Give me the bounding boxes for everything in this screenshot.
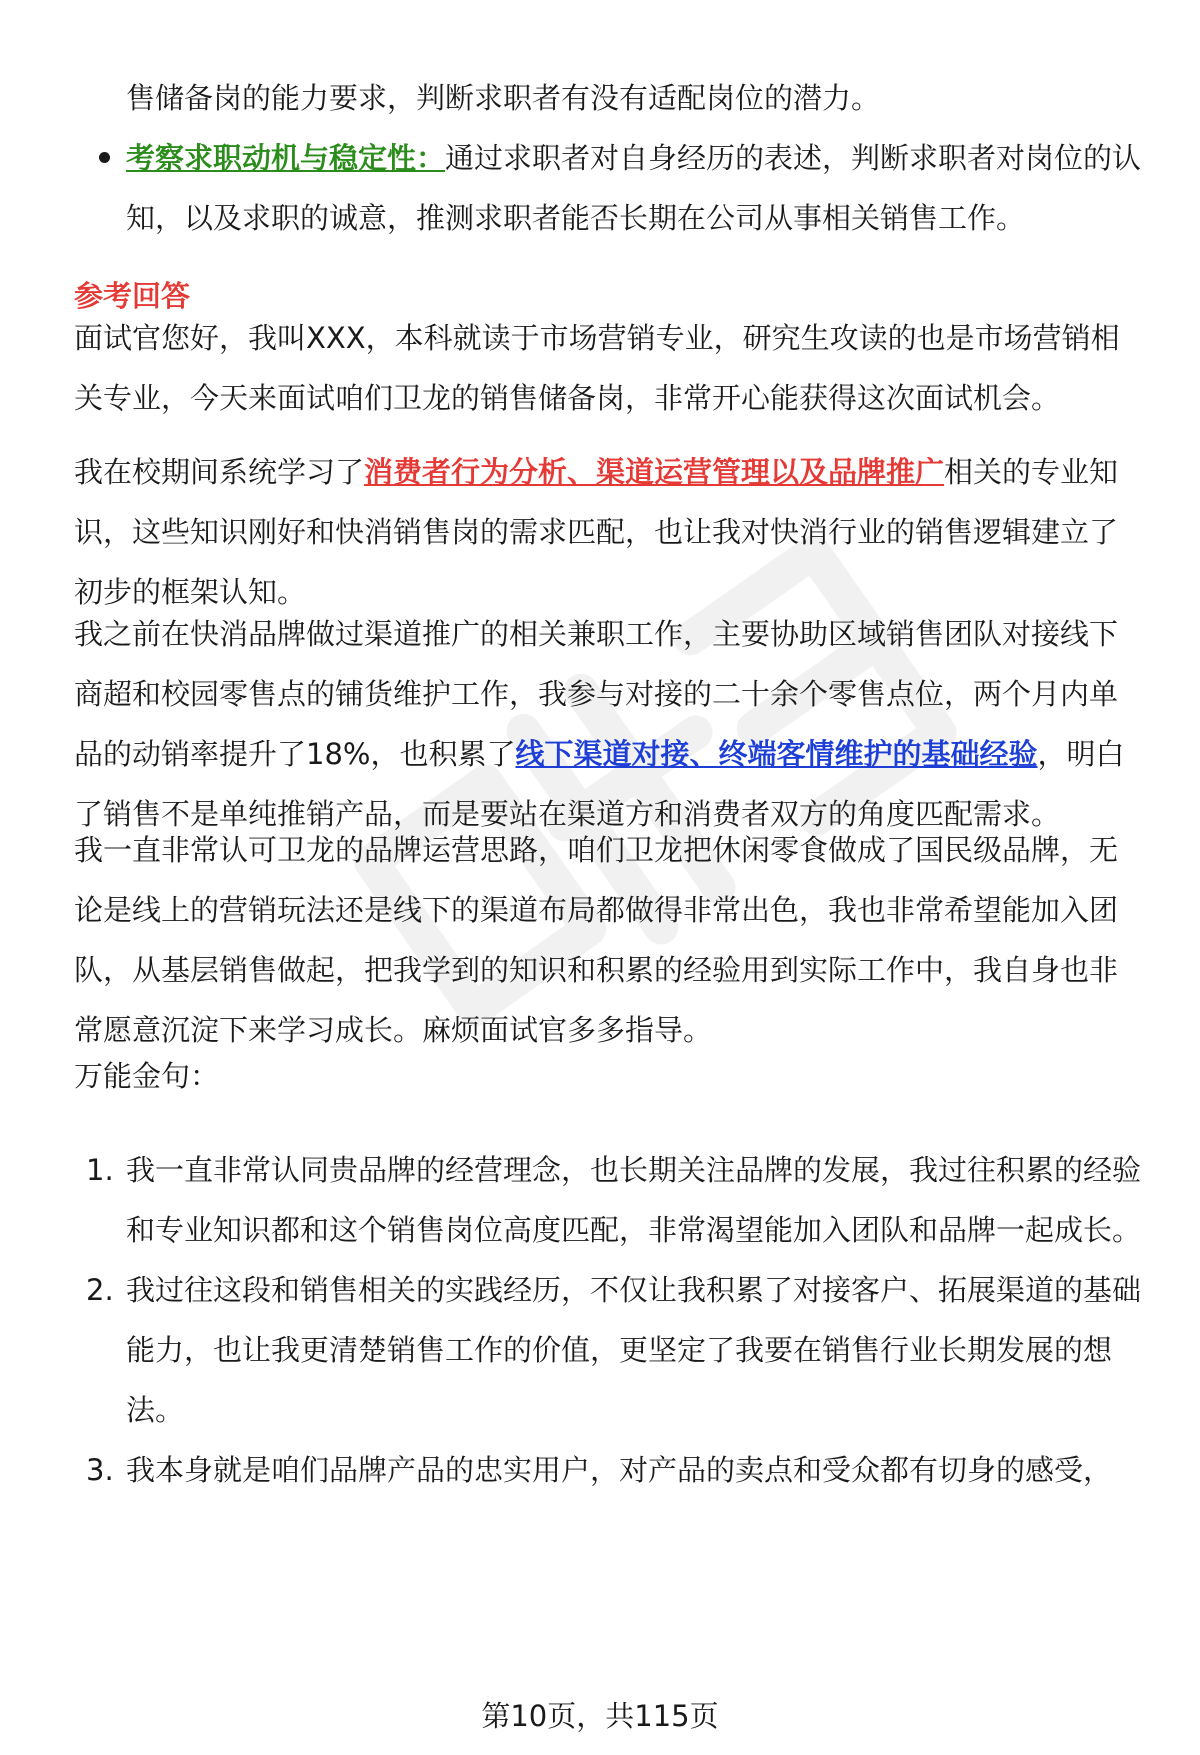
- continuation-text: 售储备岗的能力要求，判断求职者有没有适配岗位的潜力。: [126, 81, 881, 115]
- bullet-label: 考察求职动机与稳定性：: [126, 141, 446, 175]
- answer-paragraph-4: 我一直非常认可卫龙的品牌运营思路，咱们卫龙把休闲零食做成了国民级品牌，无论是线上的营销玩法还是线下的渠道布局都做得非常出色，我也非常希望能加入团队，从基层销售做起，把我学到的知识和积累的经验用到实际工作中，我自身也非常愿意沉淀下来学习成长。麻烦面试官多多指导。: [74, 833, 1119, 1047]
- list-text: 我过往这段和销售相关的实践经历，不仅让我积累了对接客户、拓展渠道的基础能力，也让我更清楚销售工作的价值，更坚定了我要在销售行业长期发展的想法。: [126, 1273, 1142, 1427]
- p2-text-after: 相关的专业知识，这些知识刚好和快消销售岗的需求匹配，也让我对快消行业的销售逻辑建立了初步的框架认知。: [74, 455, 1119, 609]
- bullet-text: 通过求职者对自身经历的表述，判断求职者对岗位的认知，以及求职的诚意，推测求职者能否长期在公司从事相关销售工作。: [126, 141, 1142, 235]
- p3-text-before: 我之前在快消品牌做过渠道推广的相关兼职工作，主要协助区域销售团队对接线下商超和校园零售点的铺货维护工作，我参与对接的二十余个零售点位，两个月内单品的动销率提升了18%，也积累了: [74, 617, 1119, 771]
- golden-title: 万能金句：: [74, 1059, 220, 1093]
- list-number: 3.: [86, 1453, 114, 1487]
- bullet-dot-icon: [99, 152, 110, 163]
- golden-list: [74, 1140, 1144, 1500]
- answer-paragraph-3: [74, 604, 1144, 844]
- answer-paragraph-2: [74, 442, 1144, 622]
- list-item: [74, 1440, 1144, 1500]
- golden-items: [74, 1140, 1144, 1500]
- list-text: 我本身就是咱们品牌产品的忠实用户，对产品的卖点和受众都有切身的感受，: [126, 1453, 1113, 1487]
- list-item: [74, 1260, 1144, 1440]
- p2-highlight: 消费者行为分析、渠道运营管理以及品牌推广: [364, 455, 945, 489]
- list-number: 1.: [86, 1153, 114, 1187]
- list-item: [74, 1140, 1144, 1260]
- list-number: 2.: [86, 1273, 114, 1307]
- p3-text-after: ，明白了销售不是单纯推销产品，而是要站在渠道方和消费者双方的角度匹配需求。: [74, 737, 1125, 831]
- section-title: 参考回答: [74, 279, 191, 313]
- answer-paragraph-1: 面试官您好，我叫XXX，本科就读于市场营销专业，研究生攻读的也是市场营销相关专业，今天来面试咱们卫龙的销售储备岗，非常开心能获得这次面试机会。: [74, 321, 1120, 415]
- p2-text-before: 我在校期间系统学习了: [74, 455, 365, 489]
- intro-block: [74, 68, 1144, 248]
- page-footer: 第10页，共115页: [481, 1699, 719, 1733]
- bullet-item: [74, 128, 1144, 248]
- p3-highlight: 线下渠道对接、终端客情维护的基础经验: [515, 737, 1038, 771]
- list-text: 我一直非常认同贵品牌的经营理念，也长期关注品牌的发展，我过往积累的经验和专业知识都和这个销售岗位高度匹配，非常渴望能加入团队和品牌一起成长。: [126, 1153, 1142, 1247]
